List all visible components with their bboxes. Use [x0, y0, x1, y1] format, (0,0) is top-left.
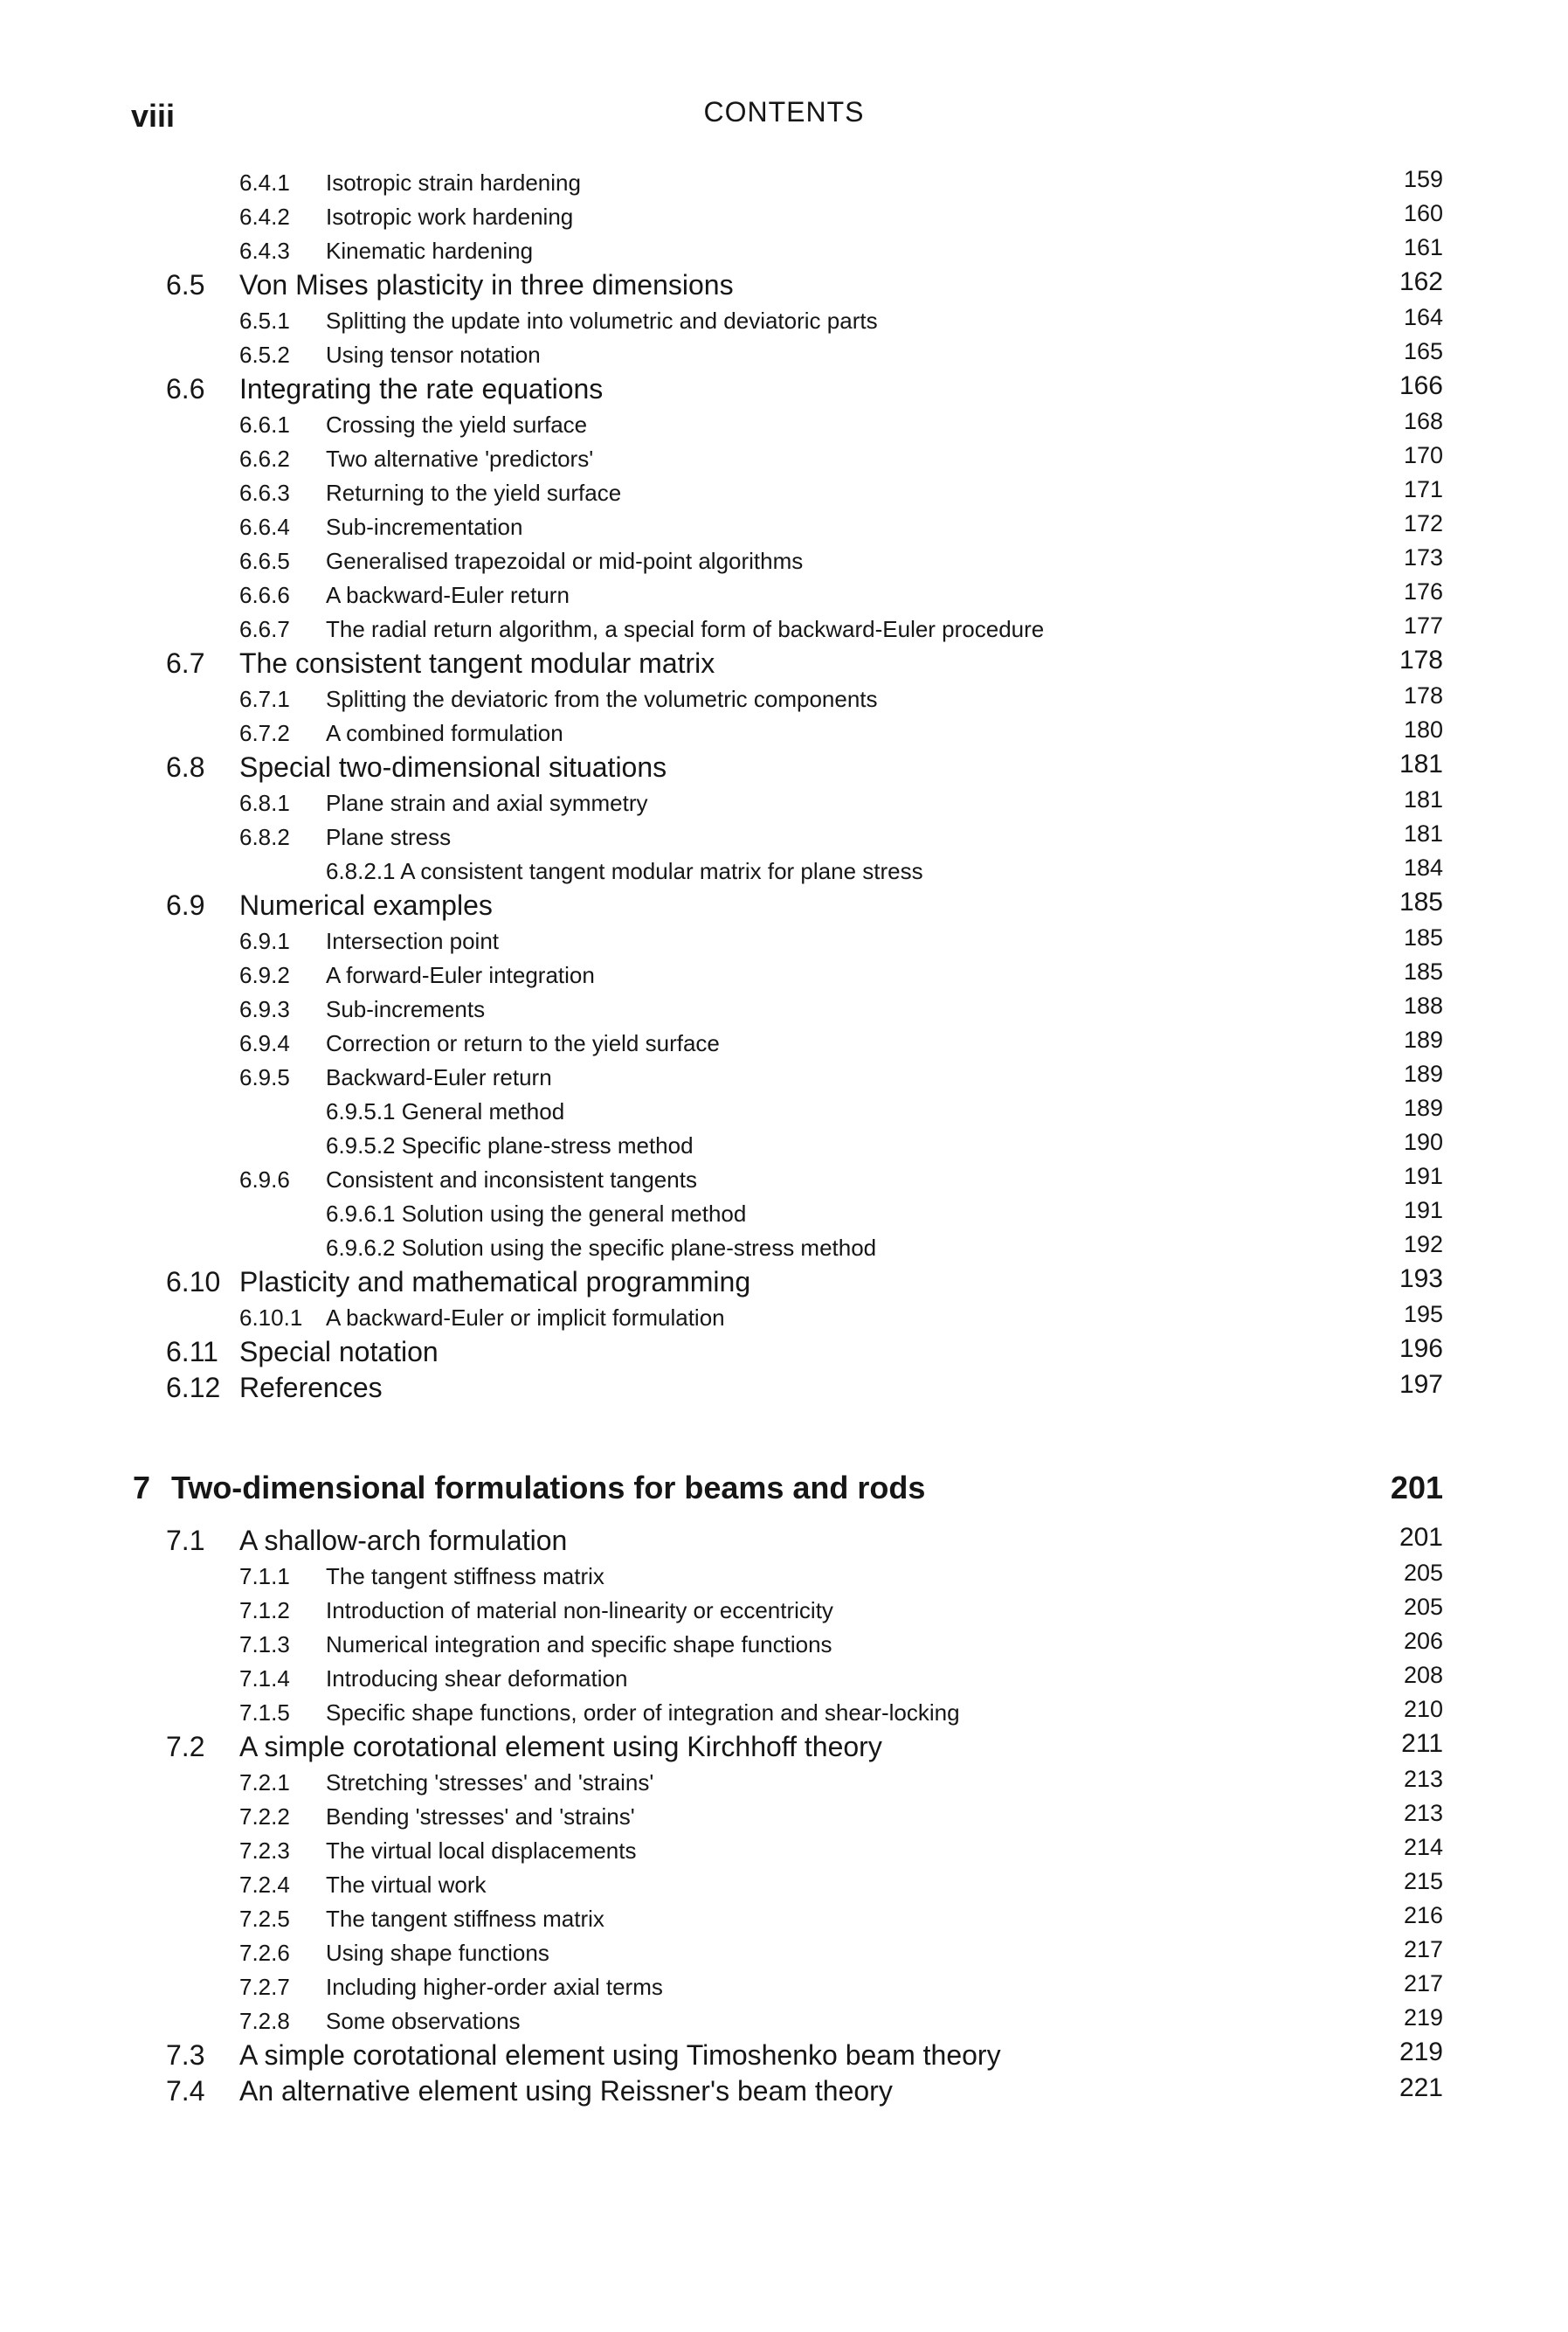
toc-entry[interactable]	[0, 1263, 1568, 1299]
toc-entry[interactable]	[0, 957, 1568, 991]
toc-entry[interactable]	[0, 370, 1568, 406]
toc-entry-page-number: 210	[1403, 1696, 1443, 1722]
toc-entry-number: 6.10.1	[239, 1304, 303, 1331]
toc-entry[interactable]	[0, 681, 1568, 715]
toc-entry[interactable]	[0, 715, 1568, 749]
toc-entry-number: 6.5	[166, 269, 205, 301]
toc-entry-page-number: 205	[1403, 1594, 1443, 1620]
toc-entry-number: 7.2.2	[239, 1803, 290, 1830]
toc-entry[interactable]	[0, 198, 1568, 232]
toc-entry[interactable]	[0, 1660, 1568, 1694]
toc-entry[interactable]	[0, 1764, 1568, 1798]
toc-entry[interactable]	[0, 1866, 1568, 1900]
toc-chapter-entry[interactable]	[0, 1461, 1568, 1519]
toc-entry-title: 6.9.6.2 Solution using the specific plane-stress method	[326, 1235, 877, 1261]
toc-entry-page-number: 197	[1399, 1370, 1443, 1399]
toc-entry-page-number: 193	[1399, 1264, 1443, 1293]
toc-entry-page-number: 181	[1399, 750, 1443, 778]
toc-entry[interactable]	[0, 440, 1568, 474]
toc-entry-title: Isotropic work hardening	[326, 204, 574, 230]
toc-entry-title: A forward-Euler integration	[326, 962, 595, 988]
toc-entry[interactable]	[0, 887, 1568, 923]
toc-entry-title: Sub-increments	[326, 996, 486, 1022]
toc-entry-title: Correction or return to the yield surface	[326, 1030, 720, 1056]
toc-entry-title: Bending 'stresses' and 'strains'	[326, 1803, 635, 1830]
toc-entry[interactable]	[0, 2037, 1568, 2073]
toc-entry[interactable]	[0, 1934, 1568, 1969]
toc-entry-page-number: 192	[1403, 1231, 1443, 1257]
toc-entry-title: Stretching 'stresses' and 'strains'	[326, 1769, 654, 1796]
toc-entry[interactable]	[0, 1626, 1568, 1660]
toc-entry-number: 6.5.1	[239, 308, 290, 334]
toc-entry[interactable]	[0, 645, 1568, 681]
toc-entry-title: Some observations	[326, 2008, 521, 2034]
toc-entry-page-number: 170	[1403, 442, 1443, 468]
toc-entry-page-number: 195	[1403, 1301, 1443, 1327]
toc-entry-page-number: 216	[1403, 1902, 1443, 1928]
toc-entry-page-number: 165	[1403, 338, 1443, 364]
toc-entry[interactable]	[0, 1161, 1568, 1195]
toc-entry-title: The tangent stiffness matrix	[326, 1906, 604, 1932]
toc-entry-page-number: 168	[1403, 408, 1443, 434]
toc-entry[interactable]	[0, 1025, 1568, 1059]
toc-entry-number: 6.11	[166, 1336, 218, 1367]
toc-entry-page-number: 213	[1403, 1766, 1443, 1792]
toc-entry-number: 6.9.4	[239, 1030, 290, 1056]
toc-entry-page-number: 214	[1403, 1834, 1443, 1860]
toc-entry[interactable]	[0, 1558, 1568, 1592]
toc-entry-number: 7.2.6	[239, 1940, 290, 1966]
toc-entry-title: Isotropic strain hardening	[326, 170, 581, 196]
toc-entry-number: 6.6	[166, 373, 205, 405]
toc-entry-title: Using tensor notation	[326, 342, 541, 368]
toc-entry-title: Generalised trapezoidal or mid-point algorithms	[326, 548, 804, 574]
toc-entry-page-number: 189	[1403, 1095, 1443, 1121]
toc-entry-page-number: 206	[1403, 1628, 1443, 1654]
toc-entry-page-number: 191	[1403, 1163, 1443, 1189]
toc-entry-title: Plane strain and axial symmetry	[326, 790, 648, 816]
toc-entry-page-number: 173	[1403, 544, 1443, 571]
table-of-contents	[0, 164, 1568, 2108]
toc-entry-page-number: 171	[1403, 476, 1443, 502]
toc-entry[interactable]	[0, 1229, 1568, 1263]
toc-entry-page-number: 208	[1403, 1662, 1443, 1688]
toc-entry-title: Specific shape functions, order of integration and shear-locking	[326, 1699, 960, 1726]
toc-entry-number: 6.6.1	[239, 412, 290, 438]
toc-entry-number: 6.9.1	[239, 928, 290, 954]
toc-entry[interactable]	[0, 1798, 1568, 1832]
toc-entry-page-number: 221	[1399, 2073, 1443, 2102]
toc-entry[interactable]	[0, 2003, 1568, 2037]
toc-entry[interactable]	[0, 1127, 1568, 1161]
toc-entry-title: A backward-Euler or implicit formulation	[326, 1304, 725, 1331]
toc-entry-page-number: 217	[1403, 1936, 1443, 1962]
toc-entry-page-number: 162	[1399, 267, 1443, 296]
toc-entry-number: 6.4.3	[239, 238, 290, 264]
toc-entry[interactable]	[0, 406, 1568, 440]
toc-entry[interactable]	[0, 749, 1568, 785]
toc-entry[interactable]	[0, 991, 1568, 1025]
toc-entry-title: Plane stress	[326, 824, 452, 850]
toc-entry[interactable]	[0, 302, 1568, 336]
toc-entry-number: 6.6.6	[239, 582, 290, 608]
toc-entry[interactable]	[0, 232, 1568, 266]
toc-entry-number: 6.7.2	[239, 720, 290, 746]
page-folio: viii	[131, 98, 176, 134]
toc-entry-number: 6.4.1	[239, 170, 290, 196]
toc-entry-title: Consistent and inconsistent tangents	[326, 1166, 697, 1193]
toc-entry-number: 6.7.1	[239, 686, 290, 712]
toc-entry-title: A shallow-arch formulation	[239, 1525, 568, 1556]
toc-entry-title: Introducing shear deformation	[326, 1665, 628, 1692]
toc-entry-page-number: 189	[1403, 1061, 1443, 1087]
toc-entry-page-number: 176	[1403, 578, 1443, 605]
toc-entry-number: 6.9.5	[239, 1064, 290, 1090]
toc-entry-page-number: 181	[1403, 786, 1443, 813]
toc-entry-title: The radial return algorithm, a special form of backward-Euler procedure	[326, 616, 1045, 642]
toc-entry-number: 6.6.4	[239, 514, 290, 540]
toc-entry-title: Integrating the rate equations	[239, 373, 604, 405]
toc-entry-title: A backward-Euler return	[326, 582, 570, 608]
toc-entry[interactable]	[0, 611, 1568, 645]
toc-entry-number: 7	[133, 1470, 151, 1505]
toc-entry[interactable]	[0, 1694, 1568, 1728]
toc-entry-title: Crossing the yield surface	[326, 412, 588, 438]
toc-entry-title: The consistent tangent modular matrix	[239, 647, 715, 679]
toc-entry-page-number: 181	[1403, 820, 1443, 847]
toc-entry-title: The tangent stiffness matrix	[326, 1563, 604, 1589]
toc-entry-page-number: 189	[1403, 1027, 1443, 1053]
toc-entry-number: 6.6.2	[239, 446, 290, 472]
toc-entry[interactable]	[0, 1832, 1568, 1866]
toc-entry[interactable]	[0, 577, 1568, 611]
toc-entry-title: Using shape functions	[326, 1940, 549, 1966]
toc-entry-page-number: 177	[1403, 612, 1443, 639]
toc-entry-number: 7.2.3	[239, 1837, 290, 1864]
toc-entry[interactable]	[0, 785, 1568, 819]
toc-entry[interactable]	[0, 1592, 1568, 1626]
toc-entry-number: 7.4	[166, 2075, 205, 2107]
toc-entry-page-number: 219	[1403, 2004, 1443, 2031]
toc-entry-number: 6.10	[166, 1266, 221, 1297]
toc-entry-number: 6.6.5	[239, 548, 290, 574]
toc-entry-number: 7.1.4	[239, 1665, 290, 1692]
toc-entry-page-number: 191	[1403, 1197, 1443, 1223]
toc-entry-title: Splitting the deviatoric from the volumetric components	[326, 686, 878, 712]
toc-entry-page-number: 196	[1399, 1334, 1443, 1363]
toc-entry-page-number: 166	[1399, 371, 1443, 400]
toc-entry[interactable]	[0, 1093, 1568, 1127]
toc-entry-title: References	[239, 1372, 383, 1403]
toc-entry-page-number: 211	[1401, 1729, 1443, 1758]
toc-entry[interactable]	[0, 1059, 1568, 1093]
toc-entry-page-number: 160	[1403, 200, 1443, 226]
toc-entry-title: Splitting the update into volumetric and deviatoric parts	[326, 308, 878, 334]
toc-entry-number: 7.2.8	[239, 2008, 290, 2034]
toc-entry[interactable]	[0, 1900, 1568, 1934]
toc-entry-page-number: 161	[1403, 234, 1443, 260]
toc-entry-title: 6.9.6.1 Solution using the general method	[326, 1201, 747, 1227]
toc-entry[interactable]	[0, 509, 1568, 543]
toc-entry-page-number: 180	[1403, 716, 1443, 743]
toc-entry[interactable]	[0, 1522, 1568, 1558]
toc-entry-number: 6.9	[166, 889, 205, 921]
toc-entry-number: 6.8.2	[239, 824, 290, 850]
toc-entry-number: 7.1.5	[239, 1699, 290, 1726]
toc-entry-title: 6.9.5.1 General method	[326, 1098, 565, 1124]
toc-entry-number: 7.1	[166, 1525, 205, 1556]
toc-entry-title: Introduction of material non-linearity or eccentricity	[326, 1597, 833, 1623]
toc-entry-title: Two alternative 'predictors'	[326, 446, 594, 472]
toc-entry-number: 7.2.7	[239, 1974, 290, 2000]
toc-entry-title: A combined formulation	[326, 720, 563, 746]
toc-entry-page-number: 164	[1403, 304, 1443, 330]
toc-entry-number: 6.9.3	[239, 996, 290, 1022]
toc-entry[interactable]	[0, 923, 1568, 957]
toc-entry[interactable]	[0, 266, 1568, 302]
toc-entry[interactable]	[0, 853, 1568, 887]
toc-entry-title: A simple corotational element using Kirchhoff theory	[239, 1731, 882, 1762]
toc-entry-number: 6.4.2	[239, 204, 290, 230]
toc-entry-number: 7.1.3	[239, 1631, 290, 1657]
toc-entry[interactable]	[0, 819, 1568, 853]
toc-entry-page-number: 188	[1403, 993, 1443, 1019]
toc-entry-title: Including higher-order axial terms	[326, 1974, 663, 2000]
toc-entry-page-number: 178	[1399, 646, 1443, 675]
toc-entry[interactable]	[0, 543, 1568, 577]
toc-entry-number: 6.5.2	[239, 342, 290, 368]
toc-entry-number: 7.2	[166, 1731, 205, 1762]
toc-entry-page-number: 201	[1390, 1470, 1443, 1505]
toc-entry-number: 7.3	[166, 2039, 205, 2071]
toc-entry-page-number: 185	[1399, 888, 1443, 917]
toc-entry[interactable]	[0, 1969, 1568, 2003]
toc-entry-title: Intersection point	[326, 928, 500, 954]
toc-entry-page-number: 178	[1403, 682, 1443, 709]
toc-entry-number: 6.8.1	[239, 790, 290, 816]
toc-entry-title: Returning to the yield surface	[326, 480, 622, 506]
toc-entry-title: Kinematic hardening	[326, 238, 534, 264]
toc-entry-page-number: 190	[1403, 1129, 1443, 1155]
toc-entry-number: 6.6.3	[239, 480, 290, 506]
toc-entry-page-number: 172	[1403, 510, 1443, 536]
toc-entry-page-number: 213	[1403, 1800, 1443, 1826]
toc-entry-page-number: 184	[1403, 855, 1443, 881]
toc-entry[interactable]	[0, 1195, 1568, 1229]
toc-entry-page-number: 219	[1399, 2038, 1443, 2066]
toc-entry[interactable]	[0, 164, 1568, 198]
toc-entry-title: Two-dimensional formulations for beams and rods	[171, 1470, 926, 1505]
toc-entry[interactable]	[0, 1299, 1568, 1333]
toc-entry-title: Special notation	[239, 1336, 439, 1367]
toc-entry-title: Von Mises plasticity in three dimensions	[239, 269, 734, 301]
toc-entry-number: 6.9.6	[239, 1166, 290, 1193]
toc-entry-title: An alternative element using Reissner's beam theory	[239, 2075, 893, 2107]
toc-entry-page-number: 185	[1403, 958, 1443, 985]
toc-entry[interactable]	[0, 1333, 1568, 1369]
toc-entry[interactable]	[0, 2073, 1568, 2108]
toc-entry-title: The virtual work	[326, 1872, 487, 1898]
toc-entry-number: 6.8	[166, 751, 205, 783]
toc-entry-page-number: 217	[1403, 1970, 1443, 1996]
toc-entry-number: 6.9.2	[239, 962, 290, 988]
toc-entry[interactable]	[0, 1728, 1568, 1764]
toc-entry-title: A simple corotational element using Timoshenko beam theory	[239, 2039, 1001, 2071]
toc-entry-number: 6.12	[166, 1372, 221, 1403]
toc-entry[interactable]	[0, 474, 1568, 509]
running-header-title: CONTENTS	[703, 96, 865, 128]
toc-entry-title: Special two-dimensional situations	[239, 751, 667, 783]
toc-entry-number: 7.2.5	[239, 1906, 290, 1932]
toc-entry-number: 7.1.1	[239, 1563, 290, 1589]
toc-entry[interactable]	[0, 1369, 1568, 1405]
chapter-spacer	[0, 1405, 1568, 1461]
toc-entry-page-number: 185	[1403, 924, 1443, 951]
toc-entry-title: The virtual local displacements	[326, 1837, 637, 1864]
toc-entry-page-number: 201	[1399, 1523, 1443, 1552]
toc-entry-page-number: 159	[1403, 166, 1443, 192]
toc-entry-title: 6.8.2.1 A consistent tangent modular matrix for plane stress	[326, 858, 923, 884]
toc-entry-title: Plasticity and mathematical programming	[239, 1266, 751, 1297]
toc-entry-page-number: 215	[1403, 1868, 1443, 1894]
toc-entry-title: Numerical integration and specific shape functions	[326, 1631, 832, 1657]
toc-entry-title: Numerical examples	[239, 889, 493, 921]
toc-entry-number: 6.7	[166, 647, 205, 679]
toc-entry-number: 7.2.1	[239, 1769, 290, 1796]
toc-entry-number: 6.6.7	[239, 616, 290, 642]
toc-entry-number: 7.2.4	[239, 1872, 290, 1898]
toc-entry-number: 7.1.2	[239, 1597, 290, 1623]
toc-entry-title: 6.9.5.2 Specific plane-stress method	[326, 1132, 694, 1159]
toc-entry-title: Sub-incrementation	[326, 514, 523, 540]
toc-entry-title: Backward-Euler return	[326, 1064, 552, 1090]
toc-entry-page-number: 205	[1403, 1560, 1443, 1586]
toc-entry[interactable]	[0, 336, 1568, 370]
